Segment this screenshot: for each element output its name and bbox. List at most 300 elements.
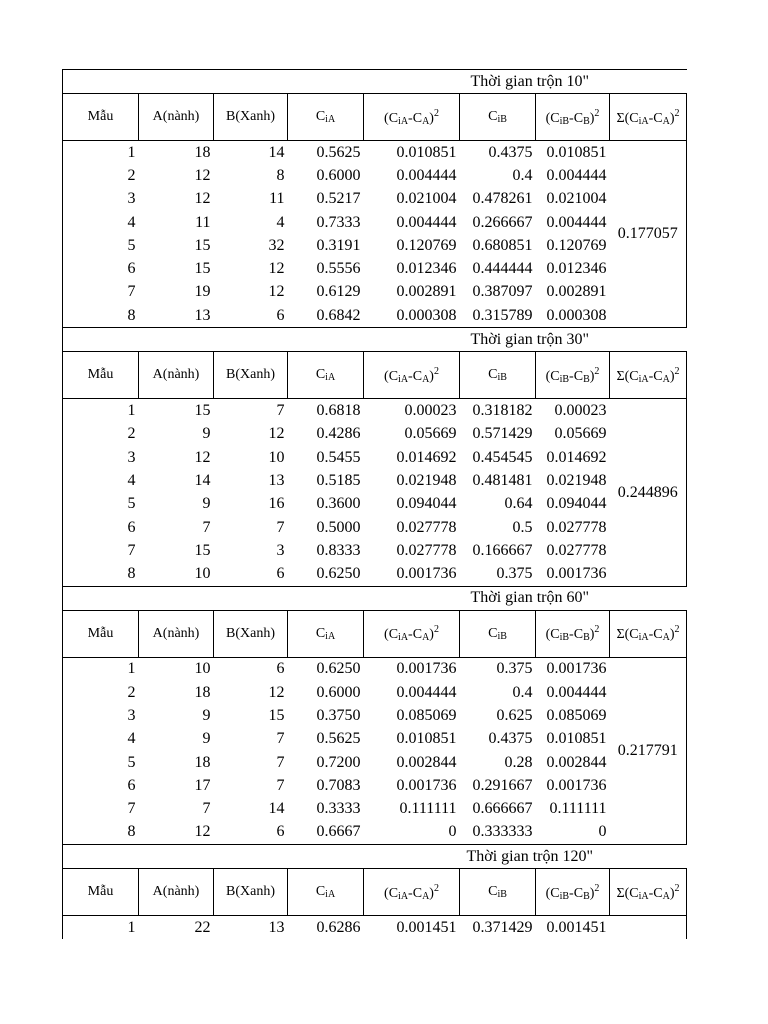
cia-dev-squared: 0.012346 (396, 260, 457, 278)
a-count: 9 (202, 495, 211, 513)
sum-squared-value: 0.244896 (610, 399, 687, 586)
sample-number: 6 (63, 516, 139, 539)
sum-squared-value: 0.177057 (610, 141, 687, 328)
header-cib-minus-cb-squared (536, 94, 610, 141)
header-sub: B (583, 632, 590, 644)
cib-value: 0.666667 (472, 800, 533, 818)
cib-value: 0.454545 (472, 448, 533, 466)
cia-value: 0.6129 (316, 283, 361, 301)
cia-value: 0.4286 (316, 425, 361, 443)
header-sample (63, 352, 139, 399)
column-header-row (63, 869, 687, 916)
sample-number: 5 (63, 234, 139, 257)
b-count: 8 (276, 166, 285, 184)
header-sub: A (662, 373, 670, 385)
a-count: 13 (194, 306, 211, 324)
header-sup: 2 (594, 107, 600, 119)
header-sup: 2 (433, 882, 439, 894)
cib-value: 0.444444 (472, 260, 533, 278)
header-a-count (139, 869, 214, 916)
cib-dev-squared: 0.014692 (546, 448, 607, 466)
b-count: 13 (268, 918, 285, 936)
cia-dev-squared: 0.120769 (396, 236, 457, 254)
header-cib-minus-cb-squared (536, 610, 610, 657)
sample-number: 2 (63, 164, 139, 187)
table-row (63, 423, 687, 446)
header-minus: - (569, 368, 574, 384)
cia-value: 0.7200 (316, 753, 361, 771)
sample-number: 8 (63, 304, 139, 328)
header-minus: - (408, 110, 413, 126)
header-sup: 2 (594, 624, 600, 636)
header-b-label: B(Xanh) (226, 625, 275, 641)
cia-dev-squared: 0.021004 (396, 190, 457, 208)
sample-number: 3 (63, 704, 139, 727)
header-paren: ) (589, 368, 595, 384)
header-paren: ) (429, 627, 434, 643)
cia-value: 0.6000 (316, 166, 361, 184)
a-count: 10 (194, 660, 211, 678)
cia-value: 0.6250 (316, 660, 361, 678)
header-sum-squared (610, 869, 687, 916)
table-row (63, 798, 687, 821)
b-count: 6 (276, 306, 285, 324)
header-c-letter: C (653, 627, 663, 643)
cib-value: 0.291667 (472, 776, 533, 794)
table-row (63, 493, 687, 516)
cib-dev-squared: 0.00023 (554, 402, 607, 420)
cib-dev-squared: 0.021004 (546, 190, 607, 208)
header-c-letter: C (629, 885, 639, 901)
header-sum-squared (610, 94, 687, 141)
header-sub: A (422, 115, 430, 127)
cib-value: 0.4375 (488, 143, 533, 161)
cib-dev-squared: 0.094044 (546, 495, 607, 513)
cib-value: 0.166667 (472, 541, 533, 559)
b-count: 6 (276, 565, 285, 583)
cia-value: 0.5625 (316, 143, 361, 161)
cia-value: 0.5556 (316, 260, 361, 278)
cib-value: 0.481481 (472, 471, 533, 489)
b-count: 7 (276, 753, 285, 771)
header-cia-minus-ca-squared (364, 94, 460, 141)
header-c-letter: C (488, 884, 498, 900)
header-cib (460, 610, 536, 657)
header-sup: 2 (594, 882, 600, 894)
header-cib (460, 869, 536, 916)
header-paren: ) (589, 885, 595, 901)
header-sample (63, 869, 139, 916)
section-title-text: Thời gian trộn 10" (470, 72, 590, 90)
a-count: 9 (202, 706, 211, 724)
header-minus: - (648, 627, 654, 643)
header-cib-minus-cb-squared (536, 869, 610, 916)
header-c-letter: C (315, 625, 326, 641)
header-cia-minus-ca-squared (364, 869, 460, 916)
b-count: 13 (268, 471, 285, 489)
cib-dev-squared: 0.120769 (546, 236, 607, 254)
column-header-row (63, 352, 687, 399)
header-sample (63, 610, 139, 657)
table-row (63, 751, 687, 774)
cib-dev-squared: 0.001451 (546, 918, 607, 936)
cib-value: 0.4 (512, 166, 533, 184)
header-sup: 2 (433, 624, 439, 636)
cia-value: 0.5217 (316, 190, 361, 208)
header-minus: - (569, 627, 574, 643)
cib-dev-squared: 0.027778 (546, 541, 607, 559)
cib-dev-squared: 0.001736 (546, 660, 607, 678)
cia-dev-squared: 0.001736 (396, 565, 457, 583)
a-count: 7 (202, 800, 211, 818)
header-minus: - (648, 368, 654, 384)
header-sub: iA (325, 372, 336, 384)
a-count: 9 (202, 425, 211, 443)
cib-dev-squared: 0.111111 (549, 800, 607, 818)
table-row (63, 188, 687, 211)
header-sup: 2 (433, 107, 439, 119)
a-count: 15 (194, 236, 211, 254)
header-minus: - (408, 885, 413, 901)
table-row (63, 728, 687, 751)
a-count: 12 (194, 823, 211, 841)
header-paren: ( (545, 885, 551, 901)
cib-value: 0.371429 (472, 918, 533, 936)
a-count: 12 (194, 166, 211, 184)
sample-number: 1 (63, 916, 139, 940)
sample-number: 7 (63, 539, 139, 562)
cib-dev-squared: 0.05669 (554, 425, 607, 443)
a-count: 7 (202, 518, 211, 536)
header-sup: 2 (674, 882, 680, 894)
a-count: 15 (194, 541, 211, 559)
header-minus: - (408, 368, 413, 384)
header-sub: iA (398, 373, 409, 385)
cia-value: 0.3333 (316, 800, 361, 818)
b-count: 32 (268, 236, 285, 254)
header-a-count (139, 352, 214, 399)
a-count: 10 (194, 565, 211, 583)
section-title-text: Thời gian trộn 60" (470, 589, 590, 607)
cia-value: 0.6286 (316, 918, 361, 936)
sample-number: 6 (63, 774, 139, 797)
header-sub: iA (325, 114, 336, 125)
header-sub: iA (325, 889, 336, 901)
cia-dev-squared: 0.014692 (396, 448, 457, 466)
cib-dev-squared: 0.001736 (546, 565, 607, 583)
a-count: 9 (202, 730, 211, 748)
header-sup: 2 (433, 365, 439, 377)
header-c-letter: C (388, 368, 399, 384)
header-paren: ) (429, 885, 434, 901)
a-count: 12 (194, 448, 211, 466)
cib-value: 0.375 (496, 660, 533, 678)
header-sub: iA (325, 630, 336, 642)
cib-dev-squared: 0.002891 (546, 283, 607, 301)
header-c-letter: C (653, 885, 663, 901)
b-count: 10 (268, 448, 285, 466)
cia-value: 0.6818 (316, 402, 361, 420)
header-c-letter: C (573, 885, 584, 901)
b-count: 7 (276, 776, 285, 794)
section-title-row (63, 328, 687, 352)
header-sub: B (583, 373, 590, 385)
section-title (63, 328, 687, 352)
sample-number: 7 (63, 281, 139, 304)
sample-number: 6 (63, 257, 139, 280)
cib-value: 0.266667 (472, 213, 533, 231)
header-sub: B (583, 115, 590, 127)
cia-dev-squared: 0.002891 (396, 283, 457, 301)
table-row (63, 234, 687, 257)
cia-value: 0.6000 (316, 683, 361, 701)
header-minus: - (569, 110, 574, 126)
header-paren: ( (384, 885, 389, 901)
header-c-letter: C (388, 627, 399, 643)
cib-dev-squared: 0.027778 (546, 518, 607, 536)
cib-value: 0.387097 (472, 283, 533, 301)
cia-dev-squared: 0.021948 (396, 471, 457, 489)
cib-dev-squared: 0.004444 (546, 683, 607, 701)
header-c-letter: C (629, 110, 639, 126)
section-title (63, 845, 687, 869)
a-count: 17 (194, 776, 211, 794)
header-c-letter: C (629, 368, 639, 384)
header-a-label: A(nành) (152, 109, 200, 124)
sample-number: 7 (63, 798, 139, 821)
mixing-data-table (62, 69, 687, 939)
cia-value: 0.5185 (316, 471, 361, 489)
header-sup: 2 (674, 624, 680, 636)
cia-value: 0.5625 (316, 730, 361, 748)
cib-value: 0.5 (512, 518, 533, 536)
header-a-count (139, 610, 214, 657)
cib-value: 0.333333 (472, 823, 533, 841)
cia-dev-squared: 0.010851 (396, 143, 457, 161)
header-a-count (139, 94, 214, 141)
header-b-label: B(Xanh) (226, 367, 275, 383)
cia-value: 0.6842 (316, 306, 361, 324)
sample-number: 1 (63, 141, 139, 165)
b-count: 6 (276, 660, 285, 678)
header-sigma: Σ( (616, 368, 630, 384)
header-sigma: Σ( (616, 885, 630, 901)
header-paren: ) (669, 368, 675, 384)
header-sub: A (662, 890, 670, 902)
header-minus: - (648, 885, 654, 901)
header-sum-squared (610, 352, 687, 399)
header-minus: - (408, 627, 413, 643)
header-sub: iB (497, 630, 507, 642)
table-row (63, 704, 687, 727)
cia-value: 0.6667 (316, 823, 361, 841)
cia-dev-squared: 0.010851 (396, 730, 457, 748)
cia-dev-squared: 0.004444 (396, 683, 457, 701)
header-sub: iB (559, 890, 570, 902)
table-row (63, 562, 687, 586)
header-paren: ( (545, 110, 551, 126)
table-row (63, 304, 687, 328)
header-sub: iA (398, 890, 409, 902)
table-row (63, 164, 687, 187)
header-cia (288, 869, 364, 916)
table-row (63, 681, 687, 704)
header-sub: iA (638, 632, 649, 644)
cib-value: 0.478261 (472, 190, 533, 208)
cib-value: 0.28 (504, 753, 533, 771)
header-paren: ( (545, 627, 551, 643)
sample-number: 2 (63, 423, 139, 446)
header-sub: iA (638, 115, 649, 127)
a-count: 15 (194, 260, 211, 278)
cib-value: 0.4 (512, 683, 533, 701)
header-c-letter: C (315, 109, 326, 124)
header-sub: A (662, 115, 670, 127)
cib-dev-squared: 0.010851 (546, 730, 607, 748)
header-paren: ) (429, 110, 434, 126)
header-sub: B (583, 890, 590, 902)
sample-number: 5 (63, 751, 139, 774)
header-paren: ( (545, 368, 551, 384)
header-paren: ) (589, 110, 595, 126)
header-c-letter: C (412, 885, 423, 901)
cib-dev-squared: 0.002844 (546, 753, 607, 771)
header-sum-squared (610, 610, 687, 657)
header-sigma: Σ( (616, 110, 630, 126)
header-sub: iA (638, 890, 649, 902)
header-cia-minus-ca-squared (364, 610, 460, 657)
header-cib-minus-cb-squared (536, 352, 610, 399)
header-b-count (214, 869, 288, 916)
cia-dev-squared: 0.004444 (396, 166, 457, 184)
cib-value: 0.625 (496, 706, 533, 724)
header-b-count (214, 94, 288, 141)
sample-number: 4 (63, 469, 139, 492)
b-count: 7 (276, 402, 285, 420)
a-count: 18 (194, 683, 211, 701)
header-sigma: Σ( (616, 627, 630, 643)
header-c-letter: C (550, 368, 560, 384)
header-a-label: A(nành) (152, 884, 200, 900)
header-sub: A (422, 632, 430, 644)
cib-value: 0.375 (496, 565, 533, 583)
header-paren: ) (589, 627, 595, 643)
section-title (63, 70, 687, 94)
cia-dev-squared: 0.001451 (396, 918, 457, 936)
cia-value: 0.3600 (316, 495, 361, 513)
sample-number: 4 (63, 211, 139, 234)
header-c-letter: C (412, 110, 423, 126)
cia-value: 0.3191 (316, 236, 361, 254)
cia-value: 0.6250 (316, 565, 361, 583)
header-sub: iA (398, 632, 409, 644)
header-sample-label: Mẫu (87, 625, 114, 641)
cia-dev-squared: 0.094044 (396, 495, 457, 513)
table-row (63, 516, 687, 539)
a-count: 18 (194, 753, 211, 771)
cib-value: 0.680851 (472, 236, 533, 254)
header-c-letter: C (315, 367, 326, 383)
header-c-letter: C (573, 627, 584, 643)
sample-number: 2 (63, 681, 139, 704)
b-count: 15 (268, 706, 285, 724)
table-row (63, 281, 687, 304)
cia-dev-squared: 0.05669 (404, 425, 457, 443)
header-c-letter: C (550, 885, 560, 901)
column-header-row (63, 610, 687, 657)
header-sub: iB (559, 115, 570, 127)
header-sub: iB (497, 114, 507, 125)
table-row (63, 141, 687, 165)
header-sub: A (422, 890, 430, 902)
sample-number: 8 (63, 562, 139, 586)
header-a-label: A(nành) (152, 625, 200, 641)
b-count: 16 (268, 495, 285, 513)
sample-number: 3 (63, 446, 139, 469)
b-count: 3 (276, 541, 285, 559)
cib-dev-squared: 0.021948 (546, 471, 607, 489)
header-b-label: B(Xanh) (226, 884, 275, 900)
b-count: 14 (268, 800, 285, 818)
header-paren: ( (384, 627, 389, 643)
table-row (63, 469, 687, 492)
cib-dev-squared: 0.004444 (546, 213, 607, 231)
b-count: 12 (268, 425, 285, 443)
sum-squared-value (610, 916, 687, 940)
cia-value: 0.5455 (316, 448, 361, 466)
column-header-row (63, 94, 687, 141)
table-row (63, 539, 687, 562)
mixing-time-document (62, 69, 686, 939)
header-c-letter: C (488, 367, 498, 383)
table-row (63, 257, 687, 280)
table-row (63, 916, 687, 940)
cia-dev-squared: 0.027778 (396, 541, 457, 559)
header-sample-label: Mẫu (87, 884, 114, 900)
header-c-letter: C (629, 627, 639, 643)
header-sup: 2 (594, 365, 600, 377)
cia-value: 0.7333 (316, 213, 361, 231)
cib-value: 0.4375 (488, 730, 533, 748)
header-c-letter: C (412, 368, 423, 384)
cib-dev-squared: 0.001736 (546, 776, 607, 794)
header-sub: iA (398, 115, 409, 127)
header-cia (288, 352, 364, 399)
header-minus: - (569, 885, 574, 901)
header-sub: iB (559, 632, 570, 644)
sample-number: 3 (63, 188, 139, 211)
cib-dev-squared: 0.085069 (546, 706, 607, 724)
sum-squared-value: 0.217791 (610, 657, 687, 844)
a-count: 18 (194, 143, 211, 161)
header-minus: - (648, 110, 654, 126)
header-cia-minus-ca-squared (364, 352, 460, 399)
section-title-row (63, 845, 687, 869)
cia-dev-squared: 0.00023 (404, 402, 457, 420)
b-count: 7 (276, 730, 285, 748)
sample-number: 5 (63, 493, 139, 516)
header-cia (288, 610, 364, 657)
a-count: 22 (194, 918, 211, 936)
cia-dev-squared: 0.002844 (396, 753, 457, 771)
sample-number: 1 (63, 399, 139, 423)
sample-number: 1 (63, 657, 139, 681)
cia-dev-squared: 0 (448, 823, 457, 841)
header-c-letter: C (488, 625, 498, 641)
header-paren: ) (429, 368, 434, 384)
header-sup: 2 (674, 365, 680, 377)
header-sub: iA (638, 373, 649, 385)
